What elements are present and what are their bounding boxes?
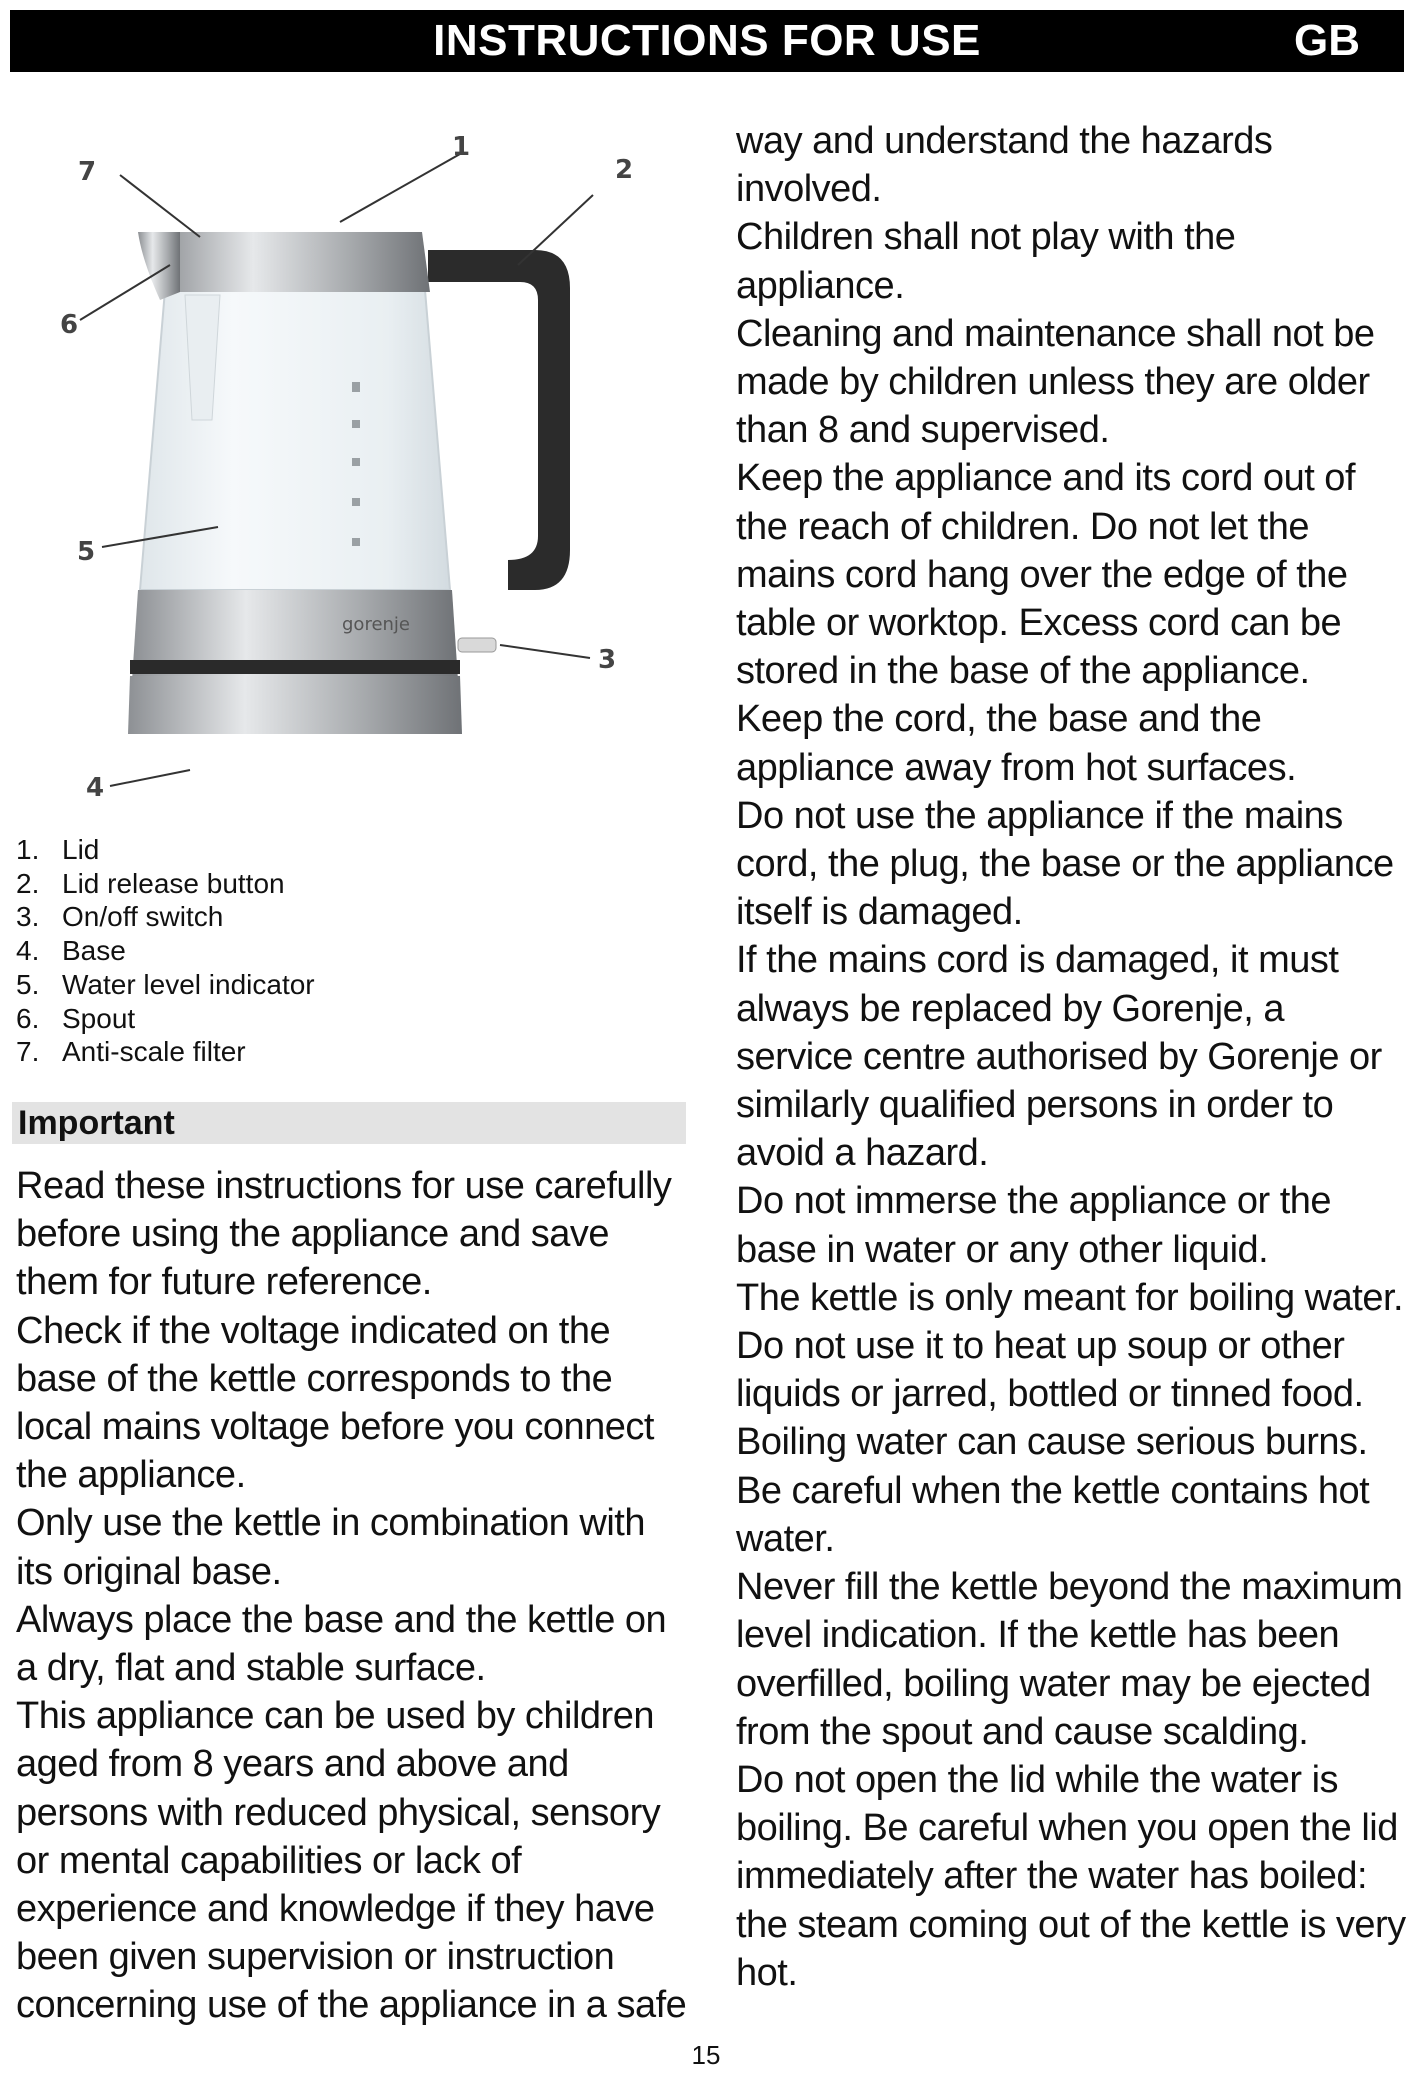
important-heading: Important bbox=[18, 1104, 175, 1142]
part-label: Lid bbox=[62, 834, 100, 865]
paragraph: Keep the appliance and its cord out of the reach of children. Do not let the mains cord hang over the edge of the table or worktop. Excess cord can be stored in the base of the appliance. bbox=[736, 457, 1356, 693]
paragraph: Children shall not play with the appliance. bbox=[736, 216, 1236, 307]
paragraph: Only use the kettle in combination with its original base. bbox=[16, 1502, 645, 1593]
part-label: Lid release button bbox=[62, 867, 285, 899]
part-label: Anti-scale filter bbox=[62, 1036, 246, 1068]
paragraph: The kettle is only meant for boiling water. Do not use it to heat up soup or other liquids or jarred, bottled or tinned food. Boiling water can cause serious burns. Be careful when the kettle contains hot water. bbox=[736, 1276, 1404, 1560]
list-item: 3. On/off switch bbox=[16, 901, 224, 933]
lid-rim bbox=[158, 232, 430, 292]
part-label: Water level indicator bbox=[62, 968, 315, 1000]
important-section-header bbox=[12, 1102, 686, 1144]
list-item: 5. Water level indicator bbox=[16, 968, 315, 1000]
parts-list bbox=[16, 833, 676, 1069]
paragraph: way and understand the hazards involved. bbox=[736, 120, 1273, 211]
paragraph: This appliance can be used by children aged from 8 years and above and persons with reduced physical, sensory or mental capabilities or lack of experience and knowledge if they have been given supervision or instruction concerning use of the appliance in a safe bbox=[16, 1695, 687, 2027]
brand-label: gorenje bbox=[342, 614, 411, 635]
callout-7: 7 bbox=[78, 157, 97, 187]
left-column-text bbox=[16, 1162, 688, 2030]
kettle-illustration bbox=[30, 120, 680, 820]
paragraph: Keep the cord, the base and the appliance away from hot surfaces. bbox=[736, 698, 1297, 789]
paragraph: Do not use the appliance if the mains cord, the plug, the base or the appliance itself is damaged. bbox=[736, 794, 1394, 934]
paragraph: Read these instructions for use carefully before using the appliance and save them for future reference. bbox=[16, 1165, 672, 1304]
handle-shape bbox=[428, 250, 570, 590]
paragraph: Check if the voltage indicated on the base of the kettle corresponds to the local mains voltage before you connect the appliance. bbox=[16, 1309, 654, 1497]
paragraph: Always place the base and the kettle on a dry, flat and stable surface. bbox=[16, 1598, 667, 1690]
page-header bbox=[10, 10, 1404, 72]
callout-1: 1 bbox=[452, 132, 471, 162]
spout-shape bbox=[138, 232, 180, 300]
callout-6: 6 bbox=[60, 310, 79, 340]
glass-body bbox=[140, 290, 450, 590]
list-item: 2. Lid release button bbox=[16, 867, 285, 899]
callout-5: 5 bbox=[77, 537, 96, 567]
part-label: On/off switch bbox=[62, 901, 224, 933]
paragraph: Cleaning and maintenance shall not be made by children unless they are older than 8 and supervised. bbox=[736, 312, 1375, 452]
part-label: Base bbox=[62, 935, 126, 967]
list-item: 1. Lid bbox=[16, 834, 100, 865]
list-item: 7. Anti-scale filter bbox=[16, 1036, 246, 1068]
right-column-text bbox=[736, 117, 1408, 1997]
callout-2: 2 bbox=[615, 155, 634, 185]
paragraph: Do not immerse the appliance or the base in water or any other liquid. bbox=[736, 1180, 1332, 1271]
page-number: 15 bbox=[691, 2040, 721, 2070]
page-title: INSTRUCTIONS FOR USE bbox=[433, 16, 981, 65]
list-item: 4. Base bbox=[16, 935, 126, 967]
callout-4: 4 bbox=[86, 773, 105, 803]
part-label: Spout bbox=[62, 1002, 136, 1034]
callout-3: 3 bbox=[598, 645, 617, 675]
language-code: GB bbox=[1294, 16, 1360, 65]
paragraph: Do not open the lid while the water is boiling. Be careful when you open the lid immediately after the water has boiled: the steam coming out of the kettle is very hot. bbox=[736, 1758, 1406, 1994]
paragraph: If the mains cord is damaged, it must always be replaced by Gorenje, a service centre authorised by Gorenje or similarly qualified persons in order to avoid a hazard. bbox=[736, 939, 1382, 1175]
paragraph: Never fill the kettle beyond the maximum level indication. If the kettle has been overfilled, boiling water may be ejected from the spout and cause scalding. bbox=[736, 1566, 1403, 1753]
kettle-figure bbox=[30, 120, 680, 820]
list-item: 6. Spout bbox=[16, 1002, 136, 1034]
